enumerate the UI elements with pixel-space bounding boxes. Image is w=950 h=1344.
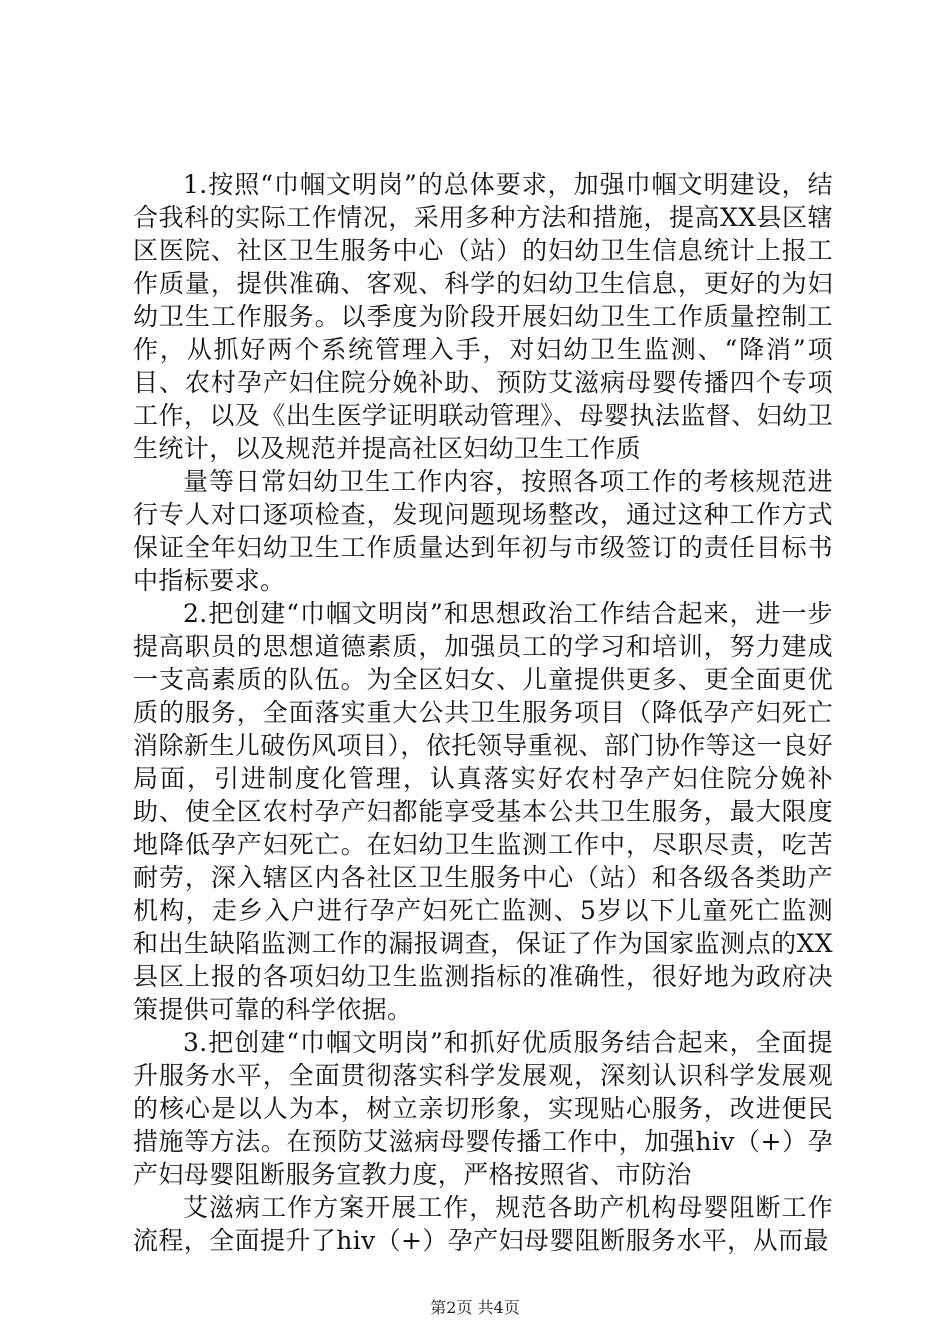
paragraph-2: 量等日常妇幼卫生工作内容，按照各项工作的考核规范进行专人对口逐项检查，发现问题现场整改，通过这种工作方式保证全年妇幼卫生工作质量达到年初与市级签订的责任目标书中指标要求。 (133, 467, 833, 595)
paragraph-3: 2.把创建“巾帼文明岗”和思想政治工作结合起来，进一步提高职员的思想道德素质，加强员工的学习和培训，努力建成一支高素质的队伍。为全区妇女、儿童提供更多、更全面更优质的服务，全面落实重大公共卫生服务项目（降低孕产妇死亡消除新生儿破伤风项目），依托领导重视、部门协作等这一良好局面，引进制度化管理，认真落实好农村孕产妇住院分娩补助、使全区农村孕产妇都能享受基本公共卫生服务，最大限度地降低孕产妇死亡。在妇幼卫生监测工作中，尽职尽责，吃苦耐劳，深入辖区内各社区卫生服务中心（站）和各级各类助产机构，走乡入户进行孕产妇死亡监测、5岁以下儿童死亡监测和出生缺陷监测工作的漏报调查，保证了作为国家监测点的XX县区上报的各项妇幼卫生监测指标的准确性，很好地为政府决策提供可靠的科学依据。 (133, 599, 833, 1024)
document-body (133, 168, 833, 1257)
page-number-footer: 第2页 共4页 (430, 1298, 520, 1317)
paragraph-1: 1.按照“巾帼文明岗”的总体要求，加强巾帼文明建设，结合我科的实际工作情况，采用多种方法和措施，提高XX县区辖区医院、社区卫生服务中心（站）的妇幼卫生信息统计上报工作质量，提供准确、客观、科学的妇幼卫生信息，更好的为妇幼卫生工作服务。以季度为阶段开展妇幼卫生工作质量控制工作，从抓好两个系统管理入手，对妇幼卫生监测、“降消”项目、农村孕产妇住院分娩补助、预防艾滋病母婴传播四个专项工作，以及《出生医学证明联动管理》、母婴执法监督、妇幼卫生统计，以及规范并提高社区妇幼卫生工作质 (133, 170, 833, 463)
paragraph-5: 艾滋病工作方案开展工作，规范各助产机构母婴阻断工作流程，全面提升了hiv（+）孕产妇母婴阻断服务水平，从而最 (133, 1193, 833, 1255)
paragraph-4: 3.把创建“巾帼文明岗”和抓好优质服务结合起来，全面提升服务水平，全面贯彻落实科学发展观，深刻认识科学发展观的核心是以人为本，树立亲切形象，实现贴心服务，改进便民措施等方法。在预防艾滋病母婴传播工作中，加强hiv（+）孕产妇母婴阻断服务宣教力度，严格按照省、市防治 (133, 1028, 833, 1189)
